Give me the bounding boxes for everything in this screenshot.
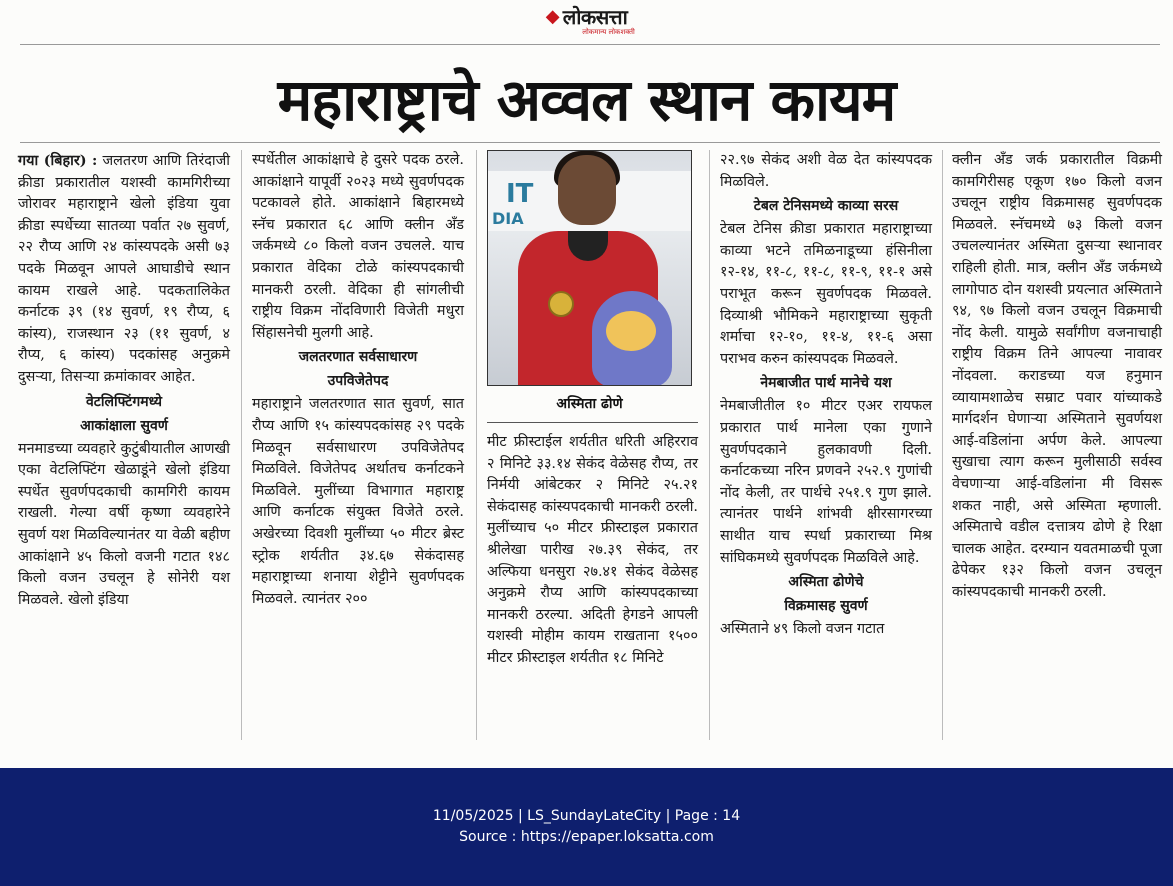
logo-name: लोकसत्ता <box>562 5 628 29</box>
column-5-para-1: क्लीन अँड जर्क प्रकारातील विक्रमी कामगिरीसह एकूण १७० किलो वजन उचलून राष्ट्रीय विक्रमासह सुवर्णपदक मिळवले. स्नॅचमध्ये ७३ किलो वजन उचलल्यानंतर अस्मिता दुसऱ्या स्थानावर राहिली होती. मात्र, क्लीन अँड जर्कमध्ये लागोपाठ दोन यशस्वी प्रयत्नात अस्मिताने ९४, ९७ किलो वजन उचलून विक्रमाची नोंद केली. यामुळे सर्वांगीण वजनाचाही राष्ट्रीय विक्रम तिने आपल्या नावावर नोंदवला. कराडच्या यज हनुमान व्यायामशाळेच सम्राट पवार यांच्याकडे मार्गदर्शन घेणाऱ्या अस्मिताने सुवर्णयश आई-वडिलांना अर्पण केले. आपल्या सुखाचा त्याग करून मुलीसाठी सर्वस्व वेचणाऱ्या आई-वडिलांना मी विसरू शकत नाही, असे अस्मिता म्हणाली. अस्मिताचे वडील दत्तात्रय ढोणे हे रिक्षा चालक आहेत. दरम्यान यवतमाळची पूजा ढेपेकर १३२ किलो वजन उचलून कांस्यपदकाची मानकरी ठरली. <box>952 152 1162 600</box>
photo-caption: अस्मिता ढोणे <box>556 396 623 412</box>
column-4-para-1: २२.९७ सेकंद अशी वेळ देत कांस्यपदक मिळविले. <box>720 152 932 190</box>
athlete-photo <box>487 150 692 386</box>
column-4-para-4: अस्मिताने ४९ किलो वजन गटात <box>720 621 885 638</box>
epaper-footer <box>0 768 1173 886</box>
column-divider <box>942 150 943 740</box>
top-rule <box>20 44 1160 45</box>
subhead-table-tennis: टेबल टेनिसमध्ये काव्या सरस <box>753 198 899 215</box>
subhead-asmita-2: विक्रमासह सुवर्ण <box>784 598 868 615</box>
column-3 <box>487 432 698 670</box>
subhead-swimming-2: उपविजेतेपद <box>327 373 389 390</box>
subhead-weightlifting-2: आकांक्षाला सुवर्ण <box>80 417 168 434</box>
photo-banner-text-1: IT <box>506 179 534 209</box>
athlete-head <box>558 155 616 225</box>
masthead <box>0 6 1173 36</box>
subhead-swimming-1: जलतरणात सर्वसाधारण <box>298 349 418 366</box>
column-5 <box>952 150 1162 603</box>
column-4 <box>720 150 932 641</box>
subhead-weightlifting-1: वेटलिफ्टिंगमध्ये <box>86 393 162 410</box>
mascot-face <box>606 311 656 351</box>
footer-edition-info: 11/05/2025 | LS_SundayLateCity | Page : 14 <box>432 808 741 824</box>
column-2 <box>252 150 464 610</box>
column-divider <box>241 150 242 740</box>
column-2-para-2: महाराष्ट्राने जलतरणात सात सुवर्ण, सात रौप्य आणि १५ कांस्यपदकांसह २९ पदके मिळवून सर्वसाधारण उपविजेतेपद मिळविले. विजेतेपद अर्थातच कर्नाटकने मिळविले. मुलींच्या विभागात महाराष्ट्र आणि कर्नाटक संयुक्त विजेते ठरले. अखेरच्या दिवशी मुलींच्या ५० मीटर ब्रेस्ट स्ट्रोक शर्यतीत ३४.६७ सेकंदासह महाराष्ट्राच्या शनाया शेट्टीने सुवर्णपदक मिळवले. त्यानंतर २०० <box>252 396 464 607</box>
dateline: गया (बिहार) : <box>18 152 98 169</box>
loksatta-logo <box>546 6 628 28</box>
column-divider <box>709 150 710 740</box>
caption-rule <box>487 422 698 423</box>
headline: महाराष्ट्राचे अव्वल स्थान कायम <box>277 66 896 134</box>
logo-tagline: लोकमान्य लोकशक्ती <box>582 28 635 36</box>
headline-rule <box>20 142 1160 143</box>
flame-icon: ◆ <box>545 6 560 27</box>
subhead-asmita-1: अस्मिता ढोणेचे <box>788 574 864 591</box>
column-3-para-1: मीट फ्रीस्टाईल शर्यतीत धरिती अहिरराव २ मिनिटे ३३.१४ सेकंद वेळेसह रौप्य, तर निर्मयी आंबेटकर २ मिनिटे २५.२१ सेकंदासह कांस्यपदकाची मानकरी ठरली. मुलींच्याच ५० मीटर फ्रीस्टाइल प्रकारात श्रीलेखा पारीख २७.३९ सेकंद, तर अल्फिया धनसुरा २७.४१ सेकंद वेळेसह अनुक्रमे रौप्य आणि कांस्यपदकाच्या मानकरी ठरल्या. अदिती हेगडने आपली यशस्वी मोहीम कायम राखताना १५०० मीटर फ्रीस्टाइल शर्यतीत १८ मिनिटे <box>487 434 698 666</box>
column-1-para-2: मनमाडच्या व्यवहारे कुटुंबीयातील आणखी एका वेटलिफ्टिंग खेळाडूंने खेलो इंडिया स्पर्धेत सुवर्णपदकाची कामगिरी कायम राखली. गेल्या वर्षी कृष्णा व्यवहारेने सुवर्ण यश मिळविल्यानंतर या वेळी बहीण आकांक्षाने ४५ किलो वजनी गटात १४८ किलो वजन उचलून हे सोनेरी यश मिळवले. खेलो इंडिया <box>18 440 230 608</box>
column-4-para-2: टेबल टेनिस क्रीडा प्रकारात महाराष्ट्राच्या काव्या भटने तमिळनाडूच्या हंसिनीला १२-१४, ११-८, ११-८, ११-९, ११-१ असे पराभूत करून सुवर्णपदक मिळवले. दिव्याश्री भौमिकने महाराष्ट्राच्या सुकृती शर्माचा १२-१०, ११-४, ११-६ असा पराभव करुन कांस्यपदक मिळवले. <box>720 221 932 367</box>
photo-banner-text-2: DIA <box>492 209 524 228</box>
column-1-text-1: जलतरण आणि तिरंदाजी क्रीडा प्रकारातील यशस्वी कामगिरीच्या जोरावर महाराष्ट्राने खेलो इंडिया युवा क्रीडा स्पर्धेच्या सातव्या पर्वात २७ सुवर्ण, २२ रौप्य आणि २४ कांस्यपदके असी ७३ पदके मिळवून आपले आघाडीचे स्थान कायम राखले आहे. पदकतालिकेत कर्नाटक ३९ (१४ सुवर्ण, १९ रौप्य, ६ कांस्य), राजस्थान २३ (११ सुवर्ण, ४ रौप्य, ६ कांस्य) पदकांसह अनुक्रमे दुसऱ्या, तिसऱ्या क्रमांकावर आहेत. <box>18 153 230 385</box>
footer-source-link[interactable]: Source : https://epaper.loksatta.com <box>459 829 714 845</box>
column-1-para-1 <box>18 150 230 389</box>
column-4-para-3: नेमबाजीतील १० मीटर एअर रायफल प्रकारात पार्थ मानेला एका गुणाने सुवर्णपदकाने हुलकावणी दिली. कर्नाटकच्या नरिन प्रणवने २५२.९ गुणांची नोंद केली, तर पार्थचे २५१.९ गुण झाले. त्यानंतर पार्थने शांभवी क्षीरसागरच्या साथीत याच स्पर्धा प्रकाराच्या मिश्र सांघिकमध्ये सुवर्णपदक मिळविले आहे. <box>720 398 932 566</box>
column-divider <box>476 150 477 740</box>
subhead-shooting: नेमबाजीत पार्थ मानेचे यश <box>760 375 892 392</box>
column-1 <box>18 150 230 611</box>
medal-icon <box>548 291 574 317</box>
column-2-para-1: स्पर्धेतील आकांक्षाचे हे दुसरे पदक ठरले. आकांक्षाने यापूर्वी २०२३ मध्ये सुवर्णपदक पटकावले होते. आकांक्षाने बिहारमध्ये स्नॅच प्रकारात ६८ आणि क्लीन अँड जर्कमध्ये ८० किलो वजन उचलले. याच प्रकारात वेदिका टोळे कांस्यपदकाची मानकरी ठरली. वेदिका ही सांगलीची राष्ट्रीय विक्रम नोंदविणारी विजेती मधुरा सिंहासनेची मुलगी आहे. <box>252 152 464 341</box>
